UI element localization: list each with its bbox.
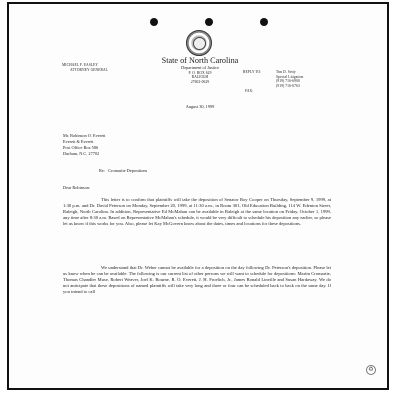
recipient-firm: Everett & Everett [63,139,94,144]
recycle-icon: ♻ [366,365,376,375]
binder-hole-left [150,18,158,26]
recipient-city: Durham, N.C. 27702 [63,151,100,156]
binder-hole-center [205,18,213,26]
fax-label: FAX: [245,89,254,93]
letterhead-zip: 27602-0629 [190,79,210,84]
recipient-po-box: Post Office Box 586 [63,145,99,150]
state-seal-icon [186,30,212,56]
reply-to-label: REPLY TO: [243,70,262,74]
attorney-general-name: MICHAEL F. EASLEY [62,63,99,67]
paragraph-2: We understand that Dr. Weber cannot be available for a deposition on the day following Dr. Peterson's deposition. Please let us know when he can be available. The following is our current list of other persons we will want to schedule for depositions: Martin Cromartie, Thomas Chandler Muse, Robert Weaver, Joel K. Bourne, R. O. Everett, J. H. Froelich, Jr., James Ronald Linville and Susan Hardaway. We do not anticipate that these depositions of named plaintiffs will take very long and three or four can be scheduled back to back on the same day. If you intend to call [63,265,331,295]
recipient-name: Mr. Robinson O. Everett [63,133,106,138]
salutation: Dear Robinson: [63,185,91,190]
paragraph-1: This letter is to confirm that plaintiffs will take the deposition of Senator Roy Cooper on Thursday, September 9, 1999, at 1:30 p.m. and Dr. David Peterson on Monday, September 20, 1999, at 11:30 a.m., in Room 301, Old Education Building, 114 W. Edenton Street, Raleigh, North Carolina. In addition, Representative Ed McMahan can be available in Raleigh at the same location on Friday, October 1, 1999, any time after 8:30 a.m. Based on Representative McMahan's schedule, it would be very difficult to schedule his deposition any earlier, so please let us know if this works for you. Also, please let Kay McGovern know about the dates, times and locations for these depositions. [63,197,331,227]
reply-title: Special Litigation [276,74,304,79]
letter-date: August 30, 1999 [185,104,215,109]
letterhead-po-box: P. O. BOX 629 [188,70,212,75]
binder-hole-right [260,18,268,26]
department-name: Department of Justice [181,65,219,70]
reply-fax: (919) 716-6763 [276,83,300,88]
attorney-general-title: ATTORNEY GENERAL [70,68,109,72]
letterhead-city: RALEIGH [191,75,209,79]
reply-phone: (919) 716-6900 [276,79,300,83]
reply-name: Tim D. Setty [276,70,296,74]
state-heading: State of North Carolina [161,56,239,65]
subject-line: Re: Cromartie Depositions [99,168,148,173]
